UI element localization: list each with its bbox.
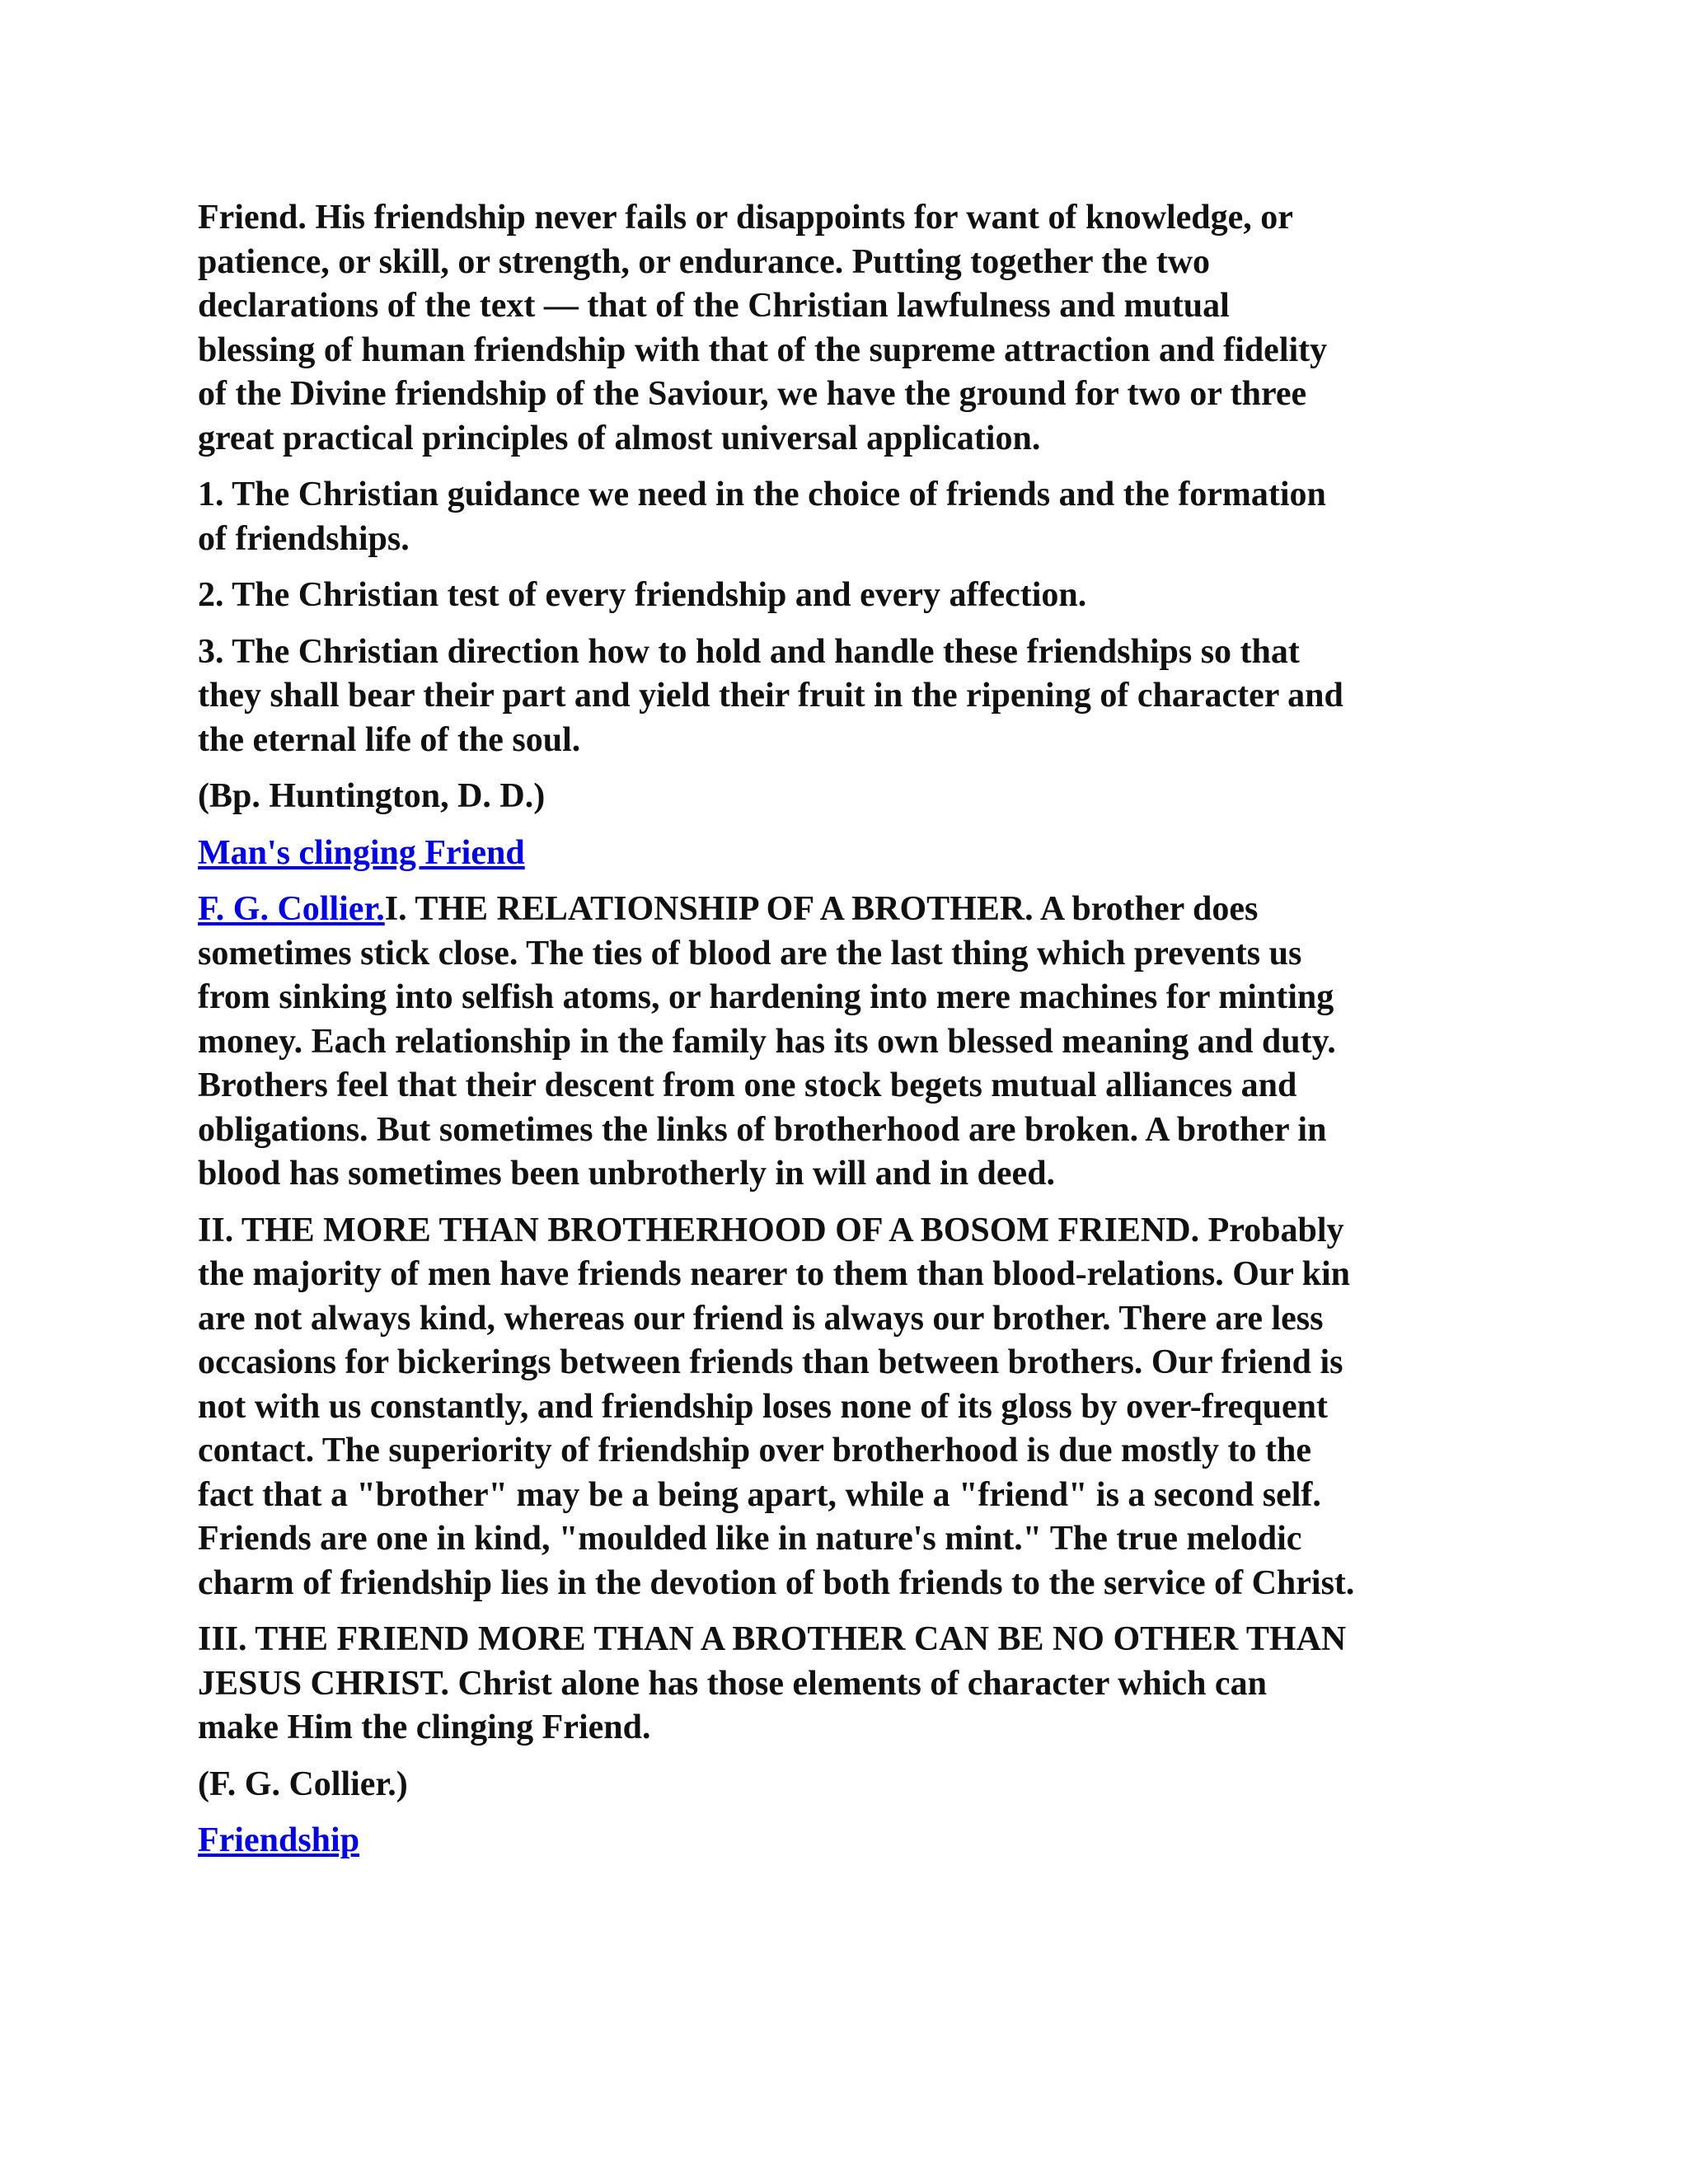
section-3-paragraph: III. THE FRIEND MORE THAN A BROTHER CAN BE NO OTHER THAN JESUS CHRIST. Christ alone has those elements of character which can make Him the clinging Friend. (198, 1620, 1347, 1746)
attribution-collier: (F. G. Collier.) (198, 1765, 408, 1803)
principle-3: 3. The Christian direction how to hold and handle these friendships so that they shall bear their part and yield their fruit in the ripening of character and the eternal life of the soul. (198, 632, 1343, 759)
document-page (198, 196, 1500, 1876)
principle-2: 2. The Christian test of every friendship and every affection. (198, 576, 1087, 614)
attribution-huntington: (Bp. Huntington, D. D.) (198, 777, 546, 815)
mans-clinging-friend-link[interactable]: Man's clinging Friend (198, 833, 525, 872)
section-1-paragraph (198, 888, 1500, 1197)
intro-paragraph: Friend. His friendship never fails or disappoints for want of knowledge, or patience, or skill, or strength, or endurance. Putting together the two declarations of the text — that of the Christian lawfulness and mutual blessing of human friendship with that of the supreme attraction and fidelity of the Divine friendship of the Saviour, we have the ground for two or three great practical principles of almost universal application. (198, 199, 1328, 457)
heading-row-2 (198, 1819, 1500, 1863)
section-2-paragraph: II. THE MORE THAN BROTHERHOOD OF A BOSOM FRIEND. Probably the majority of men have friends nearer to them than blood-relations. Our kin are not always kind, whereas our friend is always our brother. There are less occasions for bickerings between friends than between brothers. Our friend is not with us constantly, and friendship loses none of its gloss by over-frequent contact. The superiority of friendship over brotherhood is due mostly to the fact that a "brother" may be a being apart, while a "friend" is a second self. Friends are one in kind, "moulded like in nature's mint." The true melodic charm of friendship lies in the devotion of both friends to the service of Christ. (198, 1211, 1355, 1602)
author-collier-link[interactable]: F. G. Collier. (198, 890, 385, 928)
section-1-text: I. THE RELATIONSHIP OF A BROTHER. A brother does sometimes stick close. The ties of blood are the last thing which prevents us from sinking into selfish atoms, or hardening into mere machines for minting money. Each relationship in the family has its own blessed meaning and duty. Brothers feel that their descent from one stock begets mutual alliances and obligations. But sometimes the links of brotherhood are broken. A brother in blood has sometimes been unbrotherly in will and in deed. (198, 890, 1336, 1193)
heading-row-1 (198, 832, 1500, 876)
principle-1: 1. The Christian guidance we need in the choice of friends and the formation of friendships. (198, 476, 1326, 558)
friendship-link[interactable]: Friendship (198, 1821, 360, 1859)
